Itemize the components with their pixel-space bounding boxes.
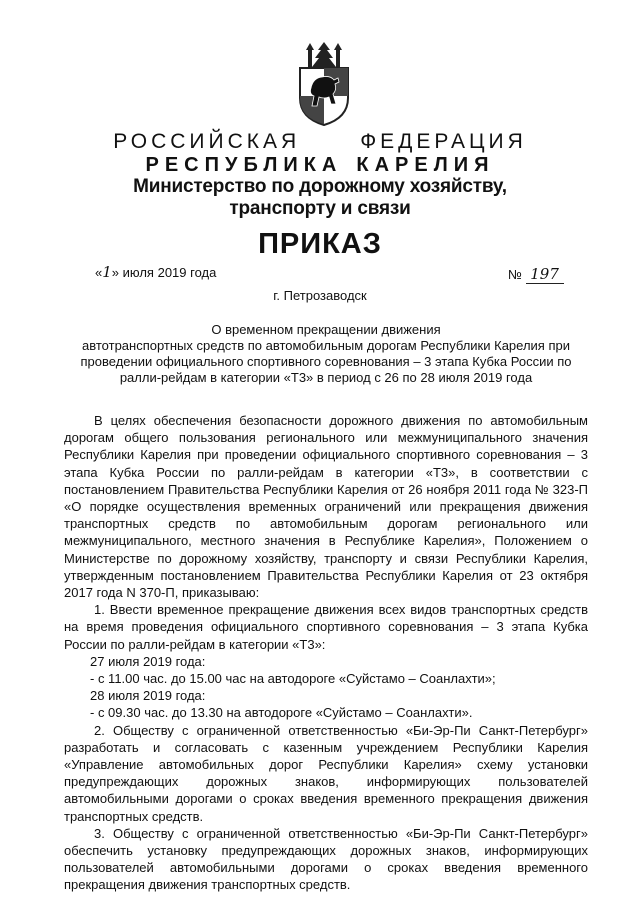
date-2-line: 28 июля 2019 года:	[90, 688, 206, 704]
date-1-line: 27 июля 2019 года:	[90, 653, 206, 669]
country-title-part-2: ФЕДЕРАЦИЯ	[360, 130, 527, 153]
subject-line-1: О временном прекращении движения	[211, 322, 441, 337]
date-rest: » июля 2019 года	[111, 265, 217, 280]
republic-title	[0, 154, 640, 177]
country-title	[0, 130, 640, 154]
republic-title-part-1: РЕСПУБЛИКА	[145, 154, 343, 176]
item-1-paragraph: 1. Ввести временное прекращение движения всех видов транспортных средств на время проведения официального спортивного соревнования – 3 этапа Кубка России по ралли-рейдам в категории «Т3»:	[64, 602, 588, 652]
date-day-handwritten: 1	[102, 263, 112, 281]
intro-paragraph: В целях обеспечения безопасности дорожного движения по автомобильным дорогам общего пользования регионального или межмуниципального значения Республики Карелия при проведении официального спортивного соревнования – 3 этапа Кубка России по ралли-рейдам в категории «Т3», в соответствии с постановлением Правительства Республики Карелия от 26 ноября 2011 года № 323-П «О порядке осуществления временных ограничений или прекращения движения транспортных средств по автомобильным дорогам регионального или межмуниципального, местного значения в Республике Карелия», Положением о Министерстве по дорожному хозяйству, транспорту и связи Республики Карелия, утвержденным постановлением Правительства Республики Карелия от 23 октября 2017 года N 370-П, приказываю:	[64, 413, 588, 601]
city: г. Петрозаводск	[273, 288, 367, 303]
karelia-coat-of-arms-icon	[294, 40, 354, 126]
ministry-name-line-1: Министерство по дорожному хозяйству,	[133, 176, 507, 197]
item-3-paragraph: 3. Обществу с ограниченной ответственностью «Би-Эр-Пи Санкт-Петербург» обеспечить установку предупреждающих дорожных знаков, информирующих пользователей автомобильными дорогами о сроках введения временного прекращения движения транспортных средств.	[64, 825, 588, 893]
time-1-line: - с 11.00 час. до 15.00 час на автодороге «Суйстамо – Соанлахти»;	[90, 671, 496, 687]
item-2-paragraph: 2. Обществу с ограниченной ответственностью «Би-Эр-Пи Санкт-Петербург» разработать и согласовать с казенным учреждением Республики Карелия «Управление автомобильных дорог Республики Карелия» схему установки предупреждающих дорожных знаков, информирующих пользователей автомобильными дорогами о сроках введения временного прекращения движения транспортных средств.	[64, 722, 588, 824]
number-label: №	[508, 267, 522, 282]
order-subject	[72, 322, 580, 386]
republic-title-part-2: КАРЕЛИЯ	[356, 154, 495, 176]
order-date	[95, 263, 216, 281]
date-open-quote: «	[95, 265, 103, 280]
time-2-line: - с 09.30 час. до 13.30 на автодороге «Суйстамо – Соанлахти».	[90, 705, 473, 721]
ministry-name-line-2: транспорту и связи	[229, 198, 411, 219]
subject-line-3: проведении официального спортивного соревнования – 3 этапа Кубка России по	[80, 354, 572, 369]
subject-line-4: ралли-рейдам в категории «Т3» в период с 26 по 28 июля 2019 года	[119, 370, 533, 385]
order-body	[64, 412, 588, 894]
document-type-title: ПРИКАЗ	[258, 228, 382, 260]
number-value-handwritten: 197	[526, 265, 564, 284]
country-title-part-1: РОССИЙСКАЯ	[113, 130, 301, 153]
subject-line-2: автотранспортных средств по автомобильным дорогам Республики Карелия при	[82, 338, 570, 353]
order-number	[508, 265, 564, 284]
